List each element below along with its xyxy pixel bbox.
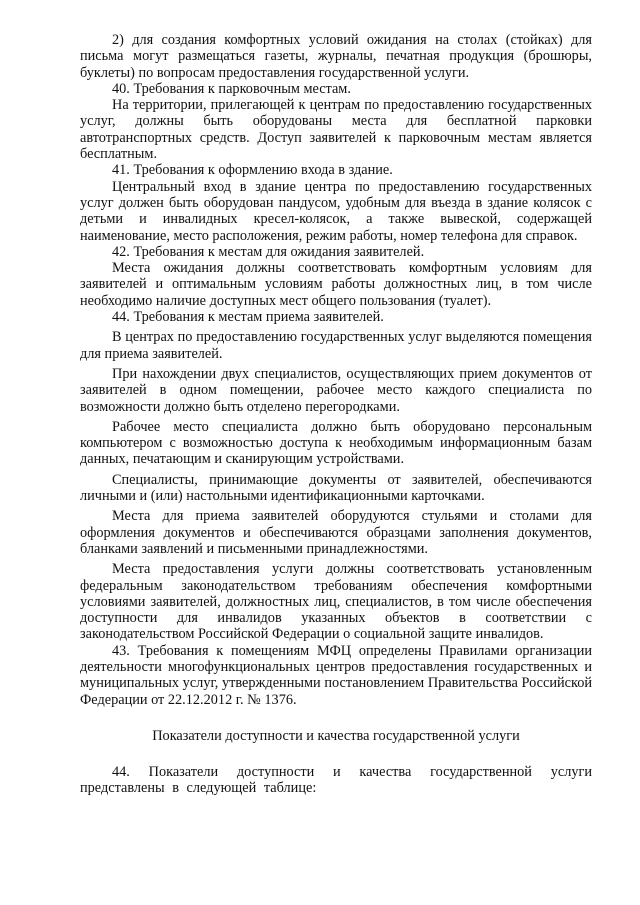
paragraph-item-41-heading: 41. Требования к оформлению входа в здание. [112,162,393,179]
paragraph-waiting-places: Места ожидания должны соответствовать комфортным условиям для заявителей и оптимальным условиям работы должностных лиц, в том числе необходимо наличие доступных мест общего пользования (туалет). [80,260,592,309]
paragraph-item-43-mfc: 43. Требования к помещениям МФЦ определены Правилами организации деятельности многофункциональных центров предоставления государственных и муниципальных услуг, утвержденными постановлением Правительства Российской Федерации от 22.12.2012 г. № 1376. [80,642,592,708]
paragraph-accessibility: Места предоставления услуги должны соответствовать установленным федеральным законодательством требованиям обеспечения комфортными условиями заявителей, должностных лиц, специалистов, в том числе обеспечения доступности для инвалидов указанных объектов в соответствии с законодательством Российской Федерации о социальной защите инвалидов. [80,561,592,643]
paragraph-item-44-heading: 44. Требования к местам приема заявителей. [112,309,384,326]
paragraph-indicators-table-intro: 44. Показатели доступности и качества государственной услуги представлены в следующей таблице: [80,764,592,797]
paragraph-item-42-heading: 42. Требования к местам для ожидания заявителей. [112,243,425,260]
paragraph-furniture: Места для приема заявителей оборудуются стульями и столами для оформления документов и обеспечиваются образцами заполнения документов, бланками заявлений и письменными принадлежностями. [80,508,592,557]
paragraph-workplace: Рабочее место специалиста должно быть оборудовано персональным компьютером с возможностью доступа к необходимым информационным базам данных, печатающим и сканирующим устройствами. [80,418,592,468]
document-page [80,32,592,797]
paragraph-comfort-waiting: 2) для создания комфортных условий ожидания на столах (стойках) для письма могут размещаться газеты, журналы, печатная продукция (брошюры, буклеты) по вопросам предоставления государственной услуги. [80,32,592,81]
paragraph-two-specialists: При нахождении двух специалистов, осуществляющих прием документов от заявителей в одном помещении, рабочее место каждого специалиста по возможности должно быть отделено перегородками. [80,365,592,415]
paragraph-parking: На территории, прилегающей к центрам по предоставлению государственных услуг, должны быть оборудованы места для бесплатной парковки автотранспортных средств. Доступ заявителей к парковочным местам является бесплатным. [80,97,592,163]
paragraph-reception-rooms: В центрах по предоставлению государственных услуг выделяются помещения для приема заявителей. [80,329,592,362]
paragraph-id-cards: Специалисты, принимающие документы от заявителей, обеспечиваются личными и (или) настольными идентификационными карточками. [80,471,592,505]
paragraph-entrance: Центральный вход в здание центра по предоставлению государственных услуг должен быть оборудован пандусом, удобным для въезда в здание колясок с детьми и инвалидных кресел-колясок, а также вывеской, содержащей наименование, место расположения, режим работы, номер телефона для справок. [80,178,592,244]
paragraph-item-40-heading: 40. Требования к парковочным местам. [112,80,351,97]
section-heading: Показатели доступности и качества государственной услуги [152,727,520,744]
